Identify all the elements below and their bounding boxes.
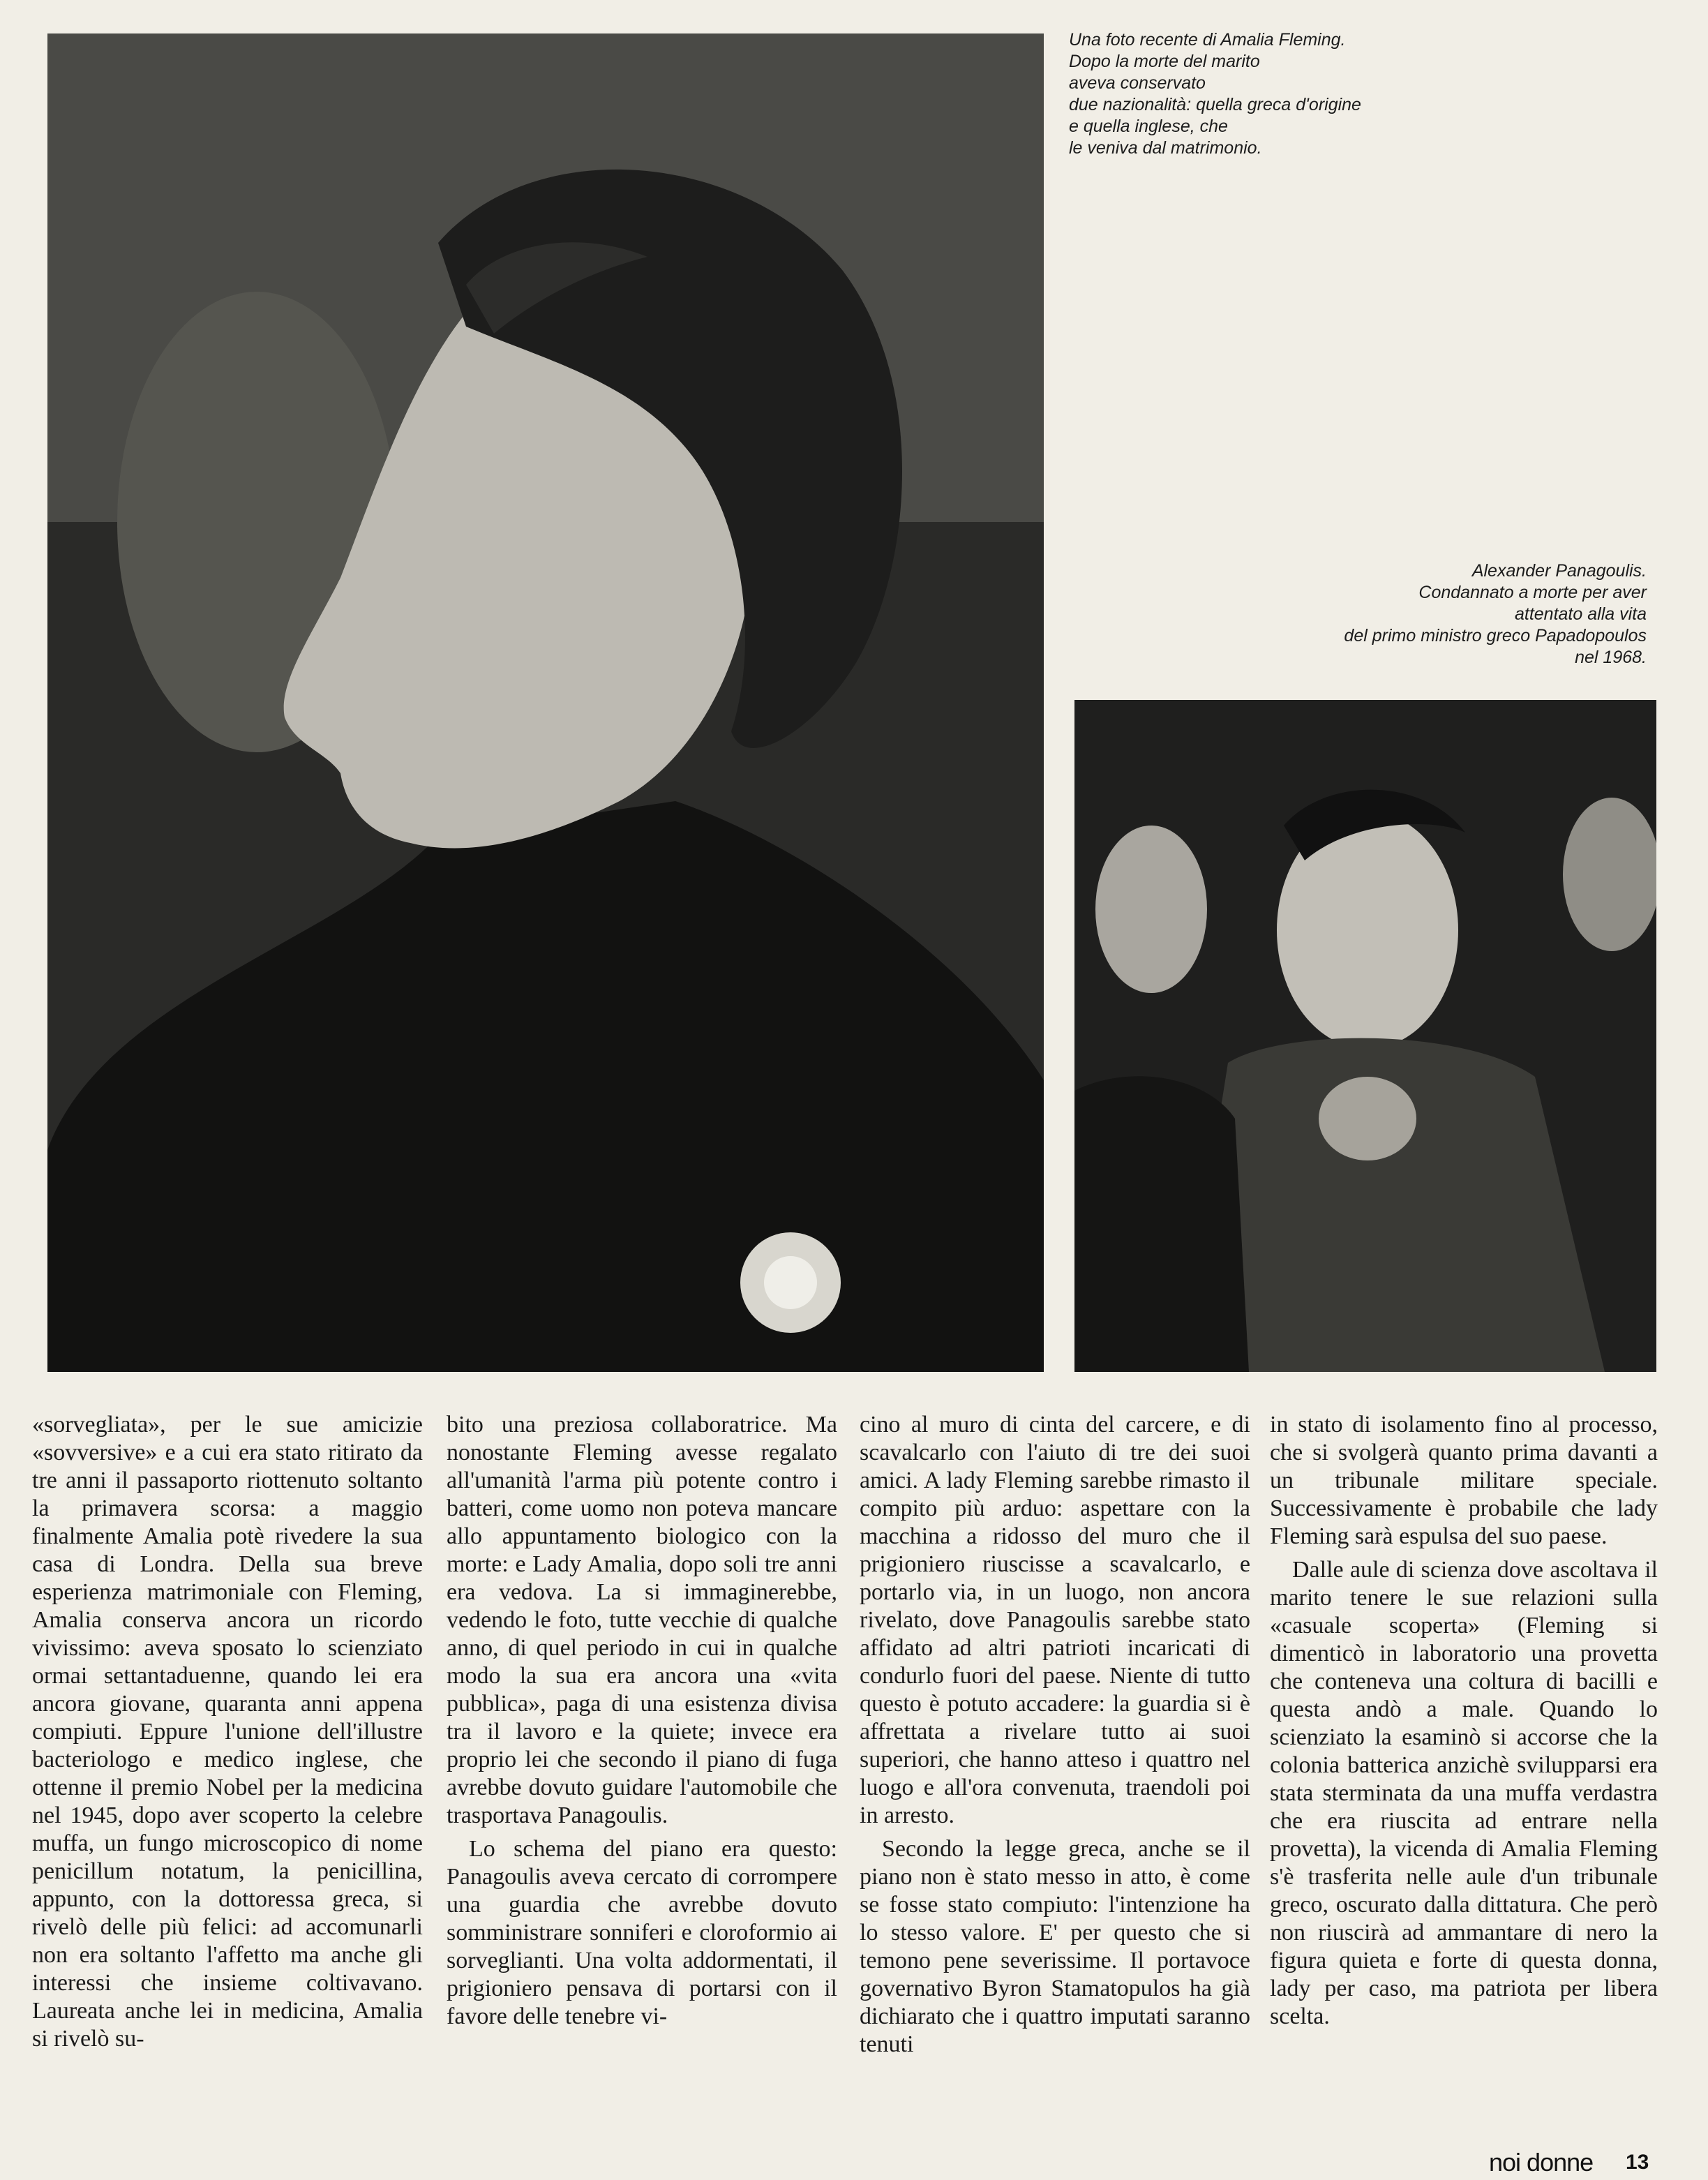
- amalia-fleming-photo: [47, 33, 1044, 1372]
- magazine-brand: noi donne: [1489, 2148, 1594, 2177]
- small-photo-caption: Alexander Panagoulis. Condannato a morte per aver attentato alla vita del primo ministro greco Papadopoulos nel 1968.: [1344, 561, 1647, 667]
- article-paragraph: Dalle aule di scienza dove ascoltava il marito tenere le sue relazioni sulla «casuale scoperta» (Fleming si dimenticò in laboratorio una provetta che conteneva una coltura di bacilli e questa andò a male. Quando lo scienziato la esaminò si accorse che la colonia batterica anzichè svilupparsi era stata sterminata da una muffa verdastra che era riuscita ad entrare nella provetta), la vicenda di Amalia Fleming s'è trasferita nelle aule d'un tribunale greco, oscurato dalla dittatura. Che però non riuscirà ad ammantare di nero la figura quieta e forte di questa donna, lady per caso, ma patriota per libera scelta.: [1270, 1557, 1658, 2029]
- panagoulis-photo: [1074, 700, 1656, 1372]
- article-paragraph: in stato di isolamento fino al processo, che si svolgerà quanto prima davanti a un tribunale militare speciale. Successivamente è probabile che lady Fleming sarà espulsa del suo paese.: [1270, 1412, 1658, 1549]
- amalia-fleming-illustration: [47, 33, 1044, 1372]
- article-paragraph: bito una preziosa collaboratrice. Ma nonostante Fleming avesse regalato all'umanità l'arma più potente contro i batteri, come uomo non poteva mancare allo appuntamento biologico con la morte: e Lady Amalia, dopo soli tre anni era vedova. La si immaginerebbe, vedendo le foto, tutte vecchie di qualche anno, di quel periodo in cui in qualche modo la sua era ancora una «vita pubblica», paga di una esistenza divisa tra il lavoro e la quiete; invece era proprio lei che secondo il piano di fuga avrebbe dovuto guidare l'automobile che trasportava Panagoulis.: [447, 1412, 837, 1828]
- article-column-3: [860, 1411, 1250, 2059]
- article-column-2: [447, 1411, 837, 2031]
- panagoulis-illustration: [1074, 700, 1656, 1372]
- article-column-1: [32, 1411, 423, 2053]
- article-paragraph: Lo schema del piano era questo: Panagoulis aveva cercato di corrompere una guardia che avrebbe dovuto somministrare sonniferi e cloroformio ai sorveglianti. Una volta addormentati, il prigioniero pensava di portarsi con il favore delle tenebre vi-: [447, 1836, 837, 2029]
- page-number: 13: [1626, 2151, 1649, 2174]
- main-photo-caption: Una foto recente di Amalia Fleming. Dopo la morte del marito aveva conservato due nazionalità: quella greca d'origine e quella inglese, che le veniva dal matrimonio.: [1069, 30, 1361, 158]
- article-column-4: [1270, 1411, 1658, 2031]
- article-paragraph: Secondo la legge greca, anche se il piano non è stato messo in atto, è come se fosse stato compiuto: l'intenzione ha lo stesso valore. E' per questo che si temono pene severissime. Il portavoce governativo Byron Stamatopulos ha già dichiarato che i quattro imputati saranno tenuti: [860, 1836, 1250, 2057]
- article-paragraph: «sorvegliata», per le sue amicizie «sovversive» e a cui era stato ritirato da tre anni il passaporto riottenuto soltanto la primavera scorsa: a maggio finalmente Amalia potè rivedere la sua casa di Londra. Della sua breve esperienza matrimoniale con Fleming, Amalia conserva ancora un ricordo vivissimo: aveva sposato lo scienziato ormai settantaduenne, quando lei era ancora giovane, quaranta anni appena compiuti. Eppure l'unione dell'illustre bacteriologo e medico inglese, che ottenne il premio Nobel per la medicina nel 1945, dopo aver scoperto la celebre muffa, un fungo microscopico di nome penicillum notatum, la penicillina, appunto, con la dottoressa greca, si rivelò delle più felici: ad accomunarli non era soltanto l'affetto ma anche gli interessi che insieme coltivavano. Laureata anche lei in medicina, Amalia si rivelò su-: [32, 1412, 423, 2052]
- article-paragraph: cino al muro di cinta del carcere, e di scavalcarlo con l'aiuto di tre dei suoi amici. A lady Fleming sarebbe rimasto il compito più arduo: aspettare con la macchina a ridosso del muro che il prigioniero riuscisse a scavalcarlo, e portarlo via, in un luogo, non ancora rivelato, dove Panagoulis sarebbe stato affidato ad altri patrioti incaricati di condurlo fuori del paese. Niente di tutto questo è potuto accadere: la guardia si è affrettata a rivelare tutto ai suoi superiori, che hanno atteso i quattro nel luogo e all'ora convenuta, traendoli poi in arresto.: [860, 1412, 1250, 1828]
